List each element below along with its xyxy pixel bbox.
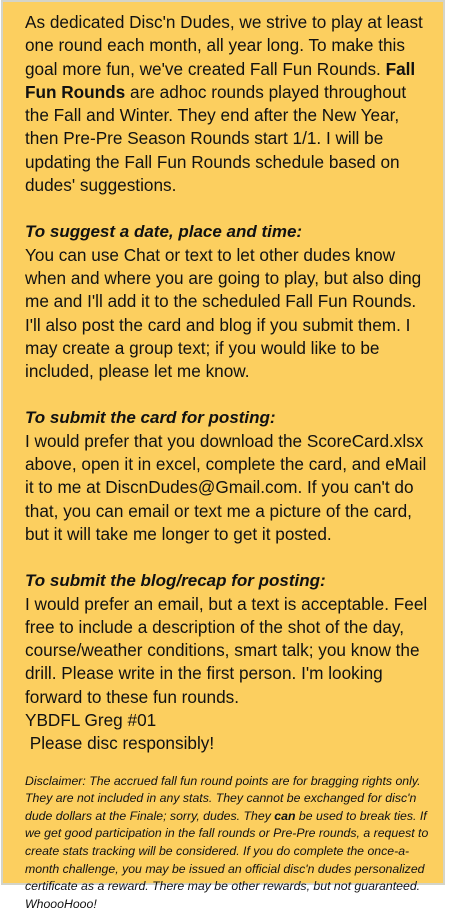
intro-text-1: As dedicated Disc'n Dudes, we strive to play at least one round each month, all year long. To make this goal more fun, we've created Fall Fun Rounds. <box>25 12 423 79</box>
info-panel <box>1 0 445 911</box>
disclaimer-text-2: be used to break ties. If we get good participation in the fall rounds or Pre-Pre rounds, a request to create stats tracking will be considered. If you do complete the once-a-month challenge, you may be issued an official disc'n dudes personalized certificate as a reward. There may be other rewards, but not guaranteed. WhoooHooo! <box>25 808 429 911</box>
disclaimer-text-1: Disclaimer: The accrued fall fun round points are for bragging rights only. They are not included in any stats. They cannot be exchanged for disc'n dude dollars at the Finale; sorry, dudes. They <box>25 773 421 823</box>
suggest-body: You can use Chat or text to let other dudes know when and where you are going to play, but also ding me and I'll add it to the scheduled Fall Fun Rounds. I'll also post the card and blog if you submit them. I may create a group text; if you would like to be included, please let me know. <box>25 244 422 382</box>
card-body: I would prefer that you download the ScoreCard.xlsx above, open it in excel, complete the card, and eMail it to me at DiscnDudes@Gmail.com. If you can't do that, you can email or text me a picture of the card, but it will take me longer to get it posted. <box>25 430 427 544</box>
blog-body: I would prefer an email, but a text is acceptable. Feel free to include a description of the shot of the day, course/weather conditions, smart talk; you know the drill. Please write in the first person. I'm looking forward to these fun rounds. <box>25 593 428 707</box>
disclaimer-emphasis: can <box>274 808 296 823</box>
disclaimer <box>25 773 433 913</box>
blog-heading: To submit the blog/recap for posting: <box>25 571 326 591</box>
fall-fun-rounds-term: Fall Fun Rounds <box>25 58 416 102</box>
intro-text-2: are adhoc rounds played throughout the Fall and Winter. They end after the New Year, then Pre-Pre Season Rounds start 1/1. I will be updating the Fall Fun Rounds schedule based on dudes' suggestions. <box>25 81 407 196</box>
signature: YBDFL Greg #01 <box>25 710 157 731</box>
signature-block <box>25 709 433 756</box>
intro-paragraph <box>25 11 433 197</box>
card-heading: To submit the card for posting: <box>25 408 276 428</box>
signoff: Please disc responsibly! <box>25 733 215 754</box>
suggest-heading: To suggest a date, place and time: <box>25 222 303 242</box>
